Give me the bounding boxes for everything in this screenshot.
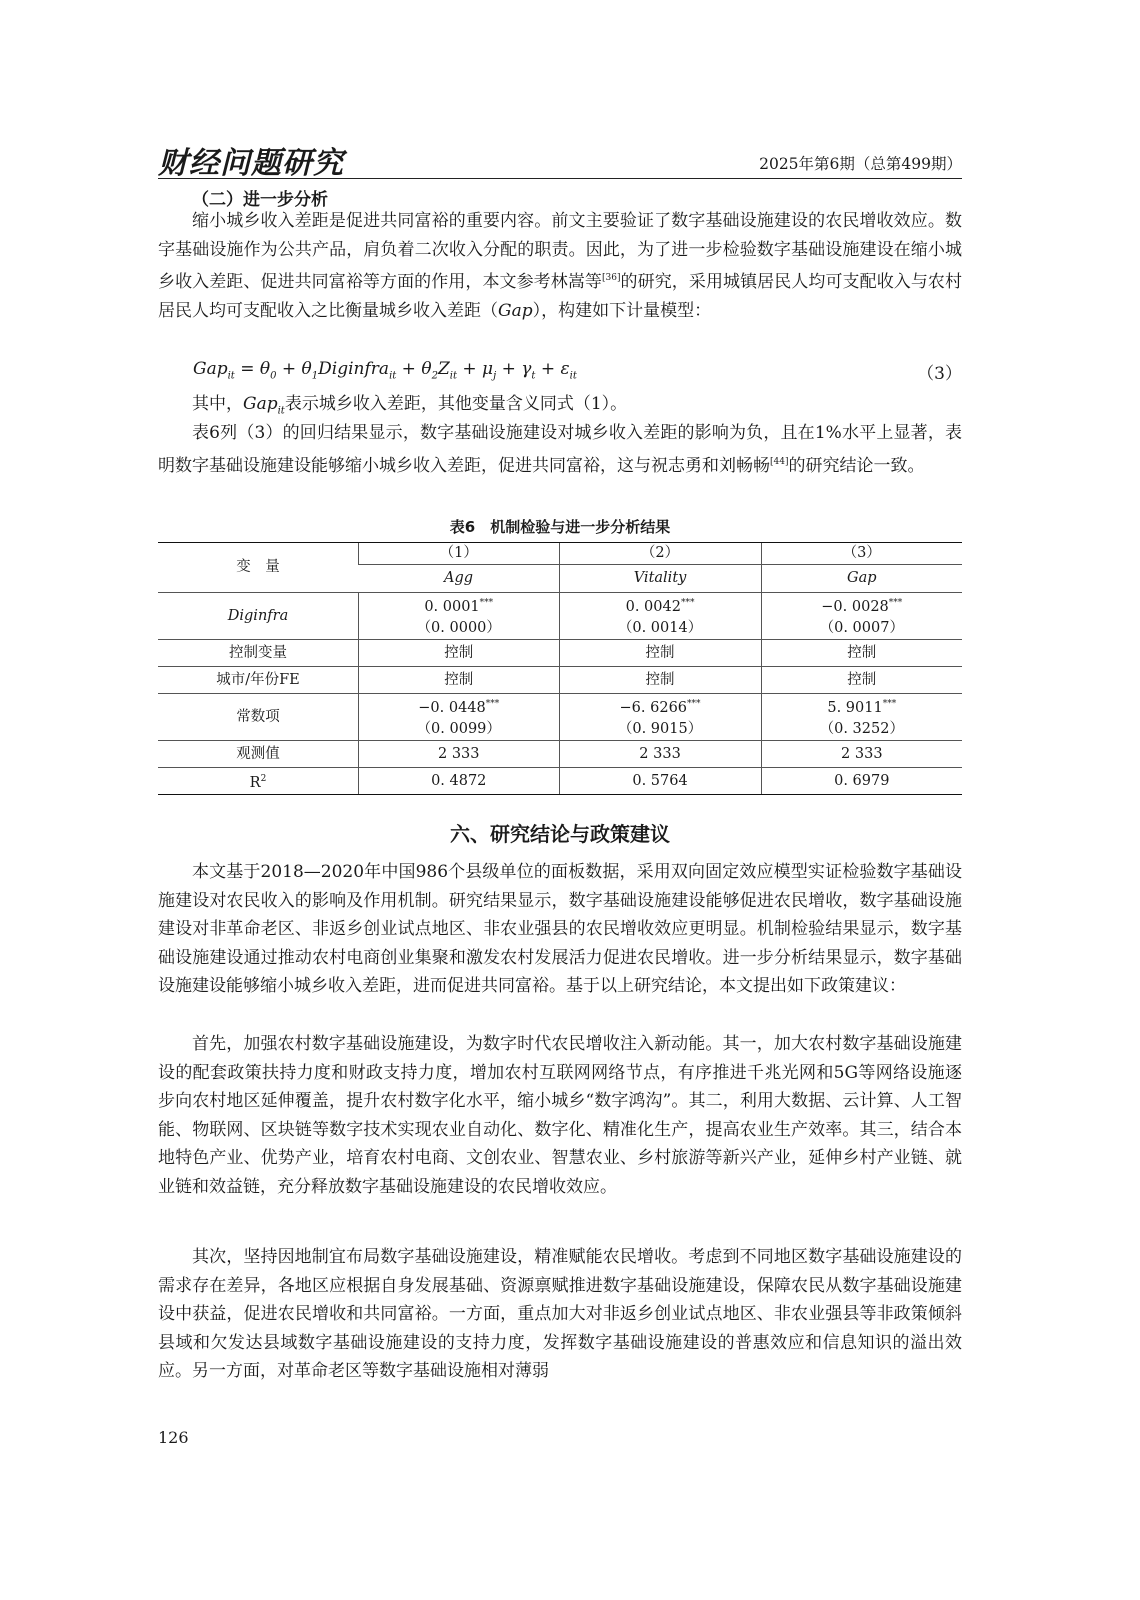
table-cell: 5. 9011*** （0. 3252） xyxy=(761,694,962,741)
column-header: （2） xyxy=(559,543,761,565)
table-cell: 0. 5764 xyxy=(559,768,761,795)
table-cell: 控制 xyxy=(761,667,962,694)
table-cell: 0. 0042*** （0. 0014） xyxy=(559,593,761,640)
paragraph-regression-result: 表6列（3）的回归结果显示，数字基础设施建设对城乡收入差距的影响为负，且在1%水平上显著，表明数字基础设施建设能够缩小城乡收入差距，促进共同富裕，这与祝志勇和刘畅畅[44]的研究结论一致。 xyxy=(158,423,962,476)
table-cell: 0. 0001*** （0. 0000） xyxy=(359,593,560,640)
paragraph-policy-second: 其次，坚持因地制宜布局数字基础设施建设，精准赋能农民增收。考虑到不同地区数字基础设施建设的需求存在差异，各地区应根据自身发展基础、资源禀赋推进数字基础设施建设，保障农民从数字基础设施建设中获益，促进农民增收和共同富裕。一方面，重点加大对非返乡创业试点地区、非农业强县等非政策倾斜县域和欠发达县域数字基础设施建设的支持力度，发挥数字基础设施建设的普惠效应和信息知识的溢出效应。另一方面，对革命老区等数字基础设施相对薄弱 xyxy=(158,1247,962,1381)
dep-var-cell: Vitality xyxy=(559,565,761,593)
table-cell: 控制 xyxy=(559,640,761,667)
citation-ref: [36] xyxy=(602,273,621,283)
row-label: 观测值 xyxy=(158,741,359,768)
issue-info: 2025年第6期（总第499期） xyxy=(759,155,962,173)
row-label: 控制变量 xyxy=(158,640,359,667)
table-row-r2 xyxy=(158,768,962,795)
paragraph-further-analysis: 缩小城乡收入差距是促进共同富裕的重要内容。前文主要验证了数字基础设施建设的农民增收效应。数字基础设施作为公共产品，肩负着二次收入分配的职责。因此，为了进一步检验数字基础设施建设在缩小城乡收入差距、促进共同富裕等方面的作用，本文参考林嵩等[36]的研究，采用城镇居民人均可支配收入与农村居民人均可支配收入之比衡量城乡收入差距（Gap），构建如下计量模型： xyxy=(158,211,963,321)
table-cell: 2 333 xyxy=(761,741,962,768)
table-cell: 控制 xyxy=(761,640,962,667)
row-label: 城市/年份FE xyxy=(158,667,359,694)
table-caption: 表6 机制检验与进一步分析结果 xyxy=(449,518,671,536)
results-table xyxy=(158,542,962,795)
column-header: （3） xyxy=(761,543,962,565)
section-heading: 六、研究结论与政策建议 xyxy=(450,822,670,846)
journal-logo: 财经问题研究 xyxy=(158,146,344,181)
paragraph-conclusion: 本文基于2018—2020年中国986个县级单位的面板数据，采用双向固定效应模型实证检验数字基础设施建设对农民收入的影响及作用机制。研究结果显示，数字基础设施建设能够促进农民增收，数字基础设施建设对非革命老区、非返乡创业试点地区、非农业强县的农民增收效应更明显。机制检验结果显示，数字基础设施建设通过推动农村电商创业集聚和激发农村发展活力促进农民增收。进一步分析结果显示，数字基础设施建设能够缩小城乡收入差距，进而促进共同富裕。基于以上研究结论，本文提出如下政策建议： xyxy=(158,862,962,996)
table-row-fe xyxy=(158,667,962,694)
header-rule xyxy=(158,178,962,179)
dep-var-cell: Agg xyxy=(359,565,560,593)
table-cell: −0. 0028*** （0. 0007） xyxy=(761,593,962,640)
row-label: $R^2$ xyxy=(158,768,359,795)
dep-var-cell: Gap xyxy=(761,565,962,593)
equation-number: （3） xyxy=(917,364,962,384)
table-row-controls xyxy=(158,640,962,667)
table-cell: 2 333 xyxy=(359,741,560,768)
table-row-constant xyxy=(158,694,962,741)
table-cell: 0. 6979 xyxy=(761,768,962,795)
regression-equation: $Gap_{it} = \theta_0$ + $\theta_1Diginfra_{it} + \theta_2Z_{it} + \mu_j + \gamma_t + \varepsilon_{it}$ xyxy=(193,359,577,382)
table-row-diginfra xyxy=(158,593,962,640)
table-row-observations xyxy=(158,741,962,768)
paragraph-policy-first: 首先，加强农村数字基础设施建设，为数字时代农民增收注入新动能。其一，加大农村数字基础设施建设的配套政策扶持力度和财政支持力度，增加农村互联网网络节点，有序推进千兆光网和5G等网络设施逐步向农村地区延伸覆盖，提升农村数字化水平，缩小城乡“数字鸿沟”。其二，利用大数据、云计算、人工智能、物联网、区块链等数字技术实现农业自动化、数字化、精准化生产，提高农业生产效率。其三，结合本地特色产业、优势产业，培育农村电商、文创农业、智慧农业、乡村旅游等新兴产业，延伸乡村产业链、就业链和效益链，充分释放数字基础设施建设的农民增收效应。 xyxy=(158,1034,962,1197)
paragraph-variable-def: 其中，Gap$_{it}$表示城乡收入差距，其他变量含义同式（1）。 xyxy=(192,394,628,417)
table-cell: 控制 xyxy=(359,667,560,694)
table-cell: 0. 4872 xyxy=(359,768,560,795)
column-header: （1） xyxy=(359,543,560,565)
table-cell: −0. 0448*** （0. 0099） xyxy=(359,694,560,741)
row-label: Diginfra xyxy=(158,593,359,640)
var-header-cell: 变 量 xyxy=(158,543,359,593)
citation-ref: [44] xyxy=(770,456,789,467)
subsection-heading: （二）进一步分析 xyxy=(192,190,328,210)
row-label: 常数项 xyxy=(158,694,359,741)
table-cell: 控制 xyxy=(359,640,560,667)
table-cell: 控制 xyxy=(559,667,761,694)
table-cell: −6. 6266*** （0. 9015） xyxy=(559,694,761,741)
table-cell: 2 333 xyxy=(559,741,761,768)
table-header-row xyxy=(158,543,962,565)
page-number: 126 xyxy=(158,1428,189,1447)
